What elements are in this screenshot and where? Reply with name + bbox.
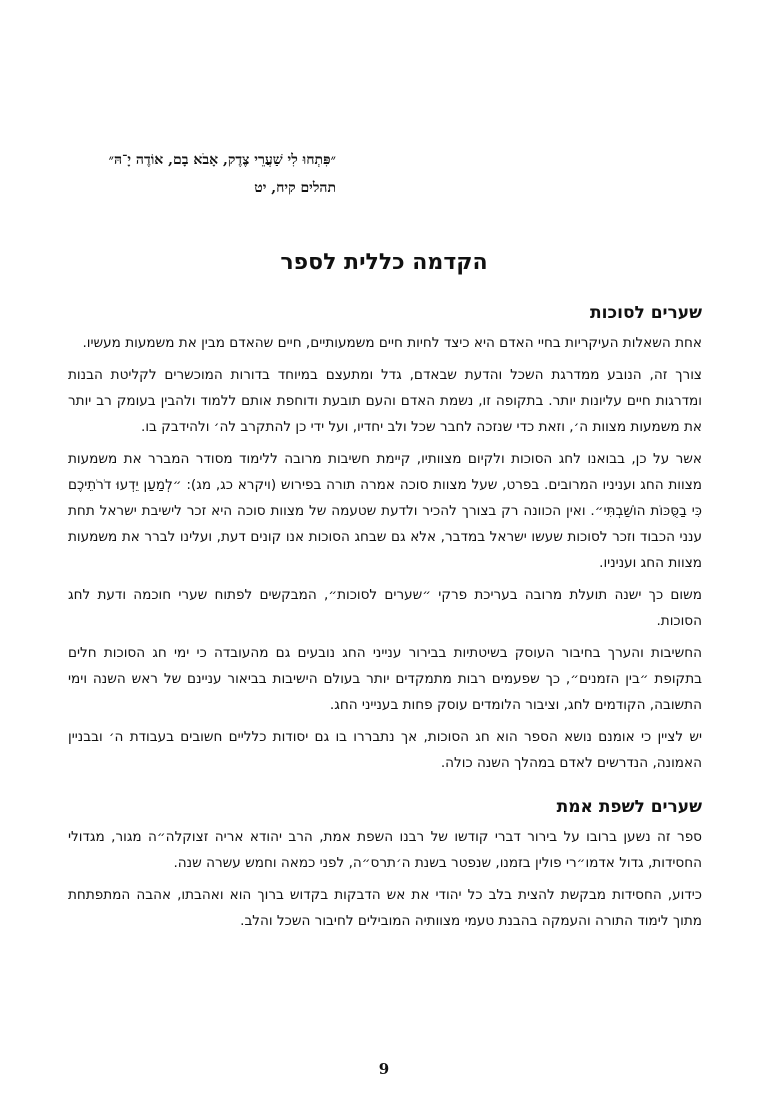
paragraph: החשיבות והערך בחיבור העוסק בשיטתיות בבירור ענייני החג נובעים גם מהעובדה כי ימי חג הסוכות חלים בתקופת ״בין הזמנים״, כך שפעמים רבות מתמקדים יותר בעולם הישיבות בביאור עניינם של ראש השנה וימי התשובה, הקודמים לחג, וציבור הלומדים עוסק פחות בענייני החג. <box>68 645 702 713</box>
paragraph: כידוע, החסידות מבקשת להצית בלב כל יהודי את אש הדבקות בקדוש ברוך הוא ואהבתו, אהבה המתפתחת מתוך לימוד התורה והעמקה בהבנת טעמי מצוותיה המובילים לחיבור השכל והלב. <box>68 887 702 929</box>
paragraph: אשר על כן, בבואנו לחג הסוכות ולקיום מצוותיו, קיימת חשיבות מרובה ללימוד מסודר המברר את משמעות מצוות החג ועניניו המרובים. בפרט, שעל מצוות סוכה אמרה תורה בפירוש (ויקרא כג, מג): ״לְמַעַן יֵדְעוּ דֹרֹתֵיכֶם כִּי בַסֻּכּוֹת הוֹשַׁבְתִּי״. ואין הכוונה רק בצורך להכיר ולדעת שטעמה של מצוות סוכה היא זכר לישיבת ישראל תחת ענני הכבוד וזכר לסוכות שעשו ישראל במדבר, אלא גם שבחג הסוכות אנו קונים דעת, ועלינו לברר את משמעות מצוות החג ועניניו. <box>68 451 702 571</box>
section-heading: שערים לסוכות <box>590 303 702 323</box>
epigraph-verse: ״פִּתְחוּ לִי שַׁעֲרֵי צֶדֶק, אָבֹא בָם, אוֹדֶה יָ־הּ״ <box>108 152 336 168</box>
epigraph <box>56 148 336 200</box>
main-content <box>68 300 702 940</box>
section-heading: שערים לשפת אמת <box>556 797 702 817</box>
page-number: 9 <box>378 1060 390 1078</box>
page-title: הקדמה כללית לספר <box>280 250 488 275</box>
paragraph: יש לציין כי אומנם נושא הספר הוא חג הסוכות, אך נתבררו בו גם יסודות כלליים חשובים בעבודת ה׳ ובבניין האמונה, הנדרשים לאדם במהלך השנה כולה. <box>68 729 702 771</box>
paragraph: ספר זה נשען ברובו על בירור דברי קודשו של רבנו השפת אמת, הרב יהודא אריה זצוקלה״ה מגור, מגדולי החסידות, גדול אדמו״רי פולין בזמנו, שנפטר בשנת ה׳תרס״ה, לפני כמאה וחמש עשרה שנה. <box>68 829 702 871</box>
paragraph: משום כך ישנה תועלת מרובה בעריכת פרקי ״שערים לסוכות״, המבקשים לפתוח שערי חוכמה ודעת לחג הסוכות. <box>68 587 702 629</box>
paragraph: אחת השאלות העיקריות בחיי האדם היא כיצד לחיות חיים משמעותיים, חיים שהאדם מבין את משמעות מעשיו. <box>82 335 702 351</box>
section-sfat-emet <box>68 794 702 934</box>
section-sukkot <box>68 300 702 776</box>
paragraph: צורך זה, הנובע ממדרגת השכל והדעת שבאדם, גדל ומתעצם במיוחד בדורות המוכשרים לקליטת הבנות ומדרגות חיים עליונות יותר. בתקופה זו, נשמת האדם והעם תובעת ודוחפת אותם ללמוד ולהבין בעומק רב יותר את משמעות מצוות ה׳, וזאת כדי שנזכה לחבר שכל ולב יחדיו, ועל ידי כן להתקרב לה׳ ולהידבק בו. <box>68 367 702 435</box>
epigraph-source: תהלים קיח, יט <box>254 180 336 196</box>
